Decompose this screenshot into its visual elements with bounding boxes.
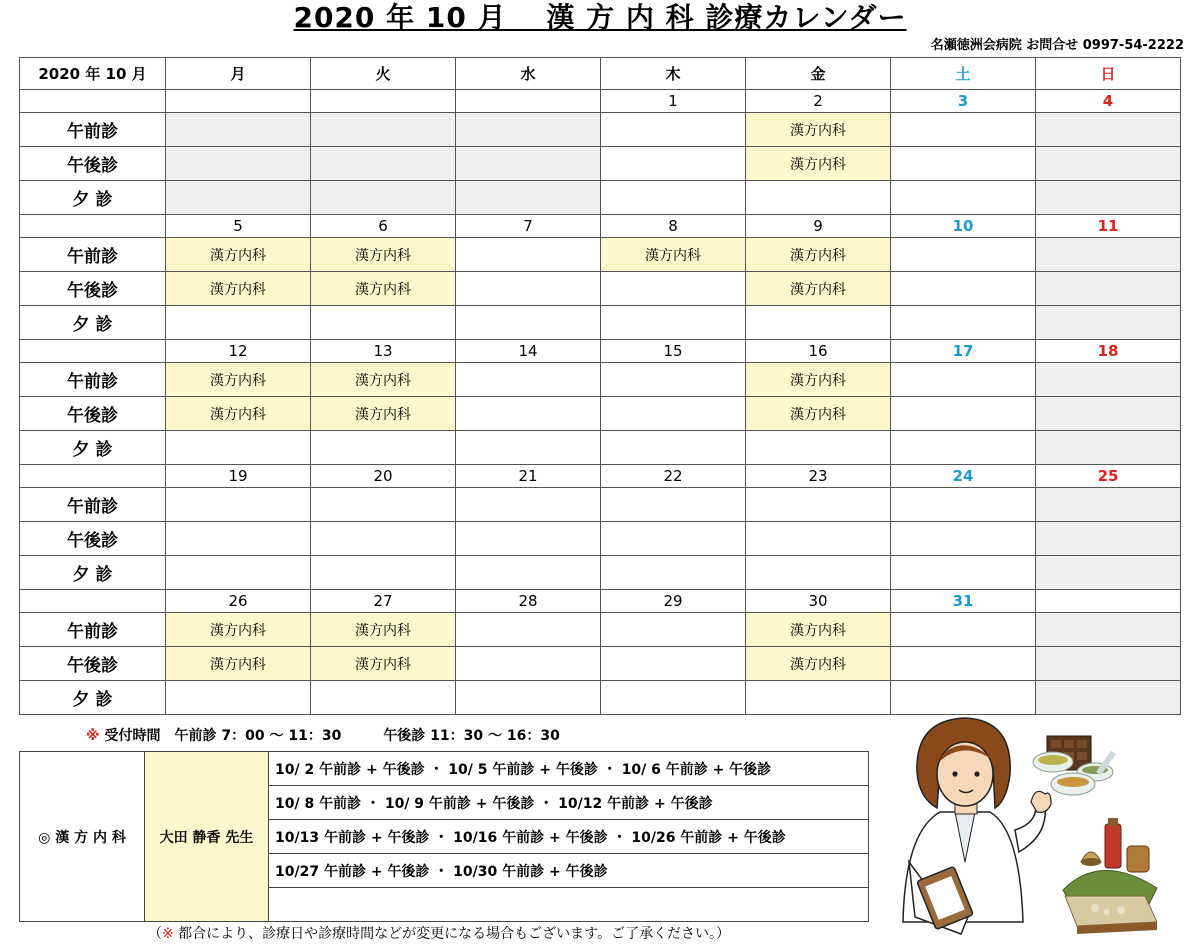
empty-session xyxy=(746,488,891,522)
session-label: 午後診 xyxy=(20,147,166,181)
empty-session xyxy=(166,431,311,465)
empty-session xyxy=(456,147,601,181)
session-label: 午前診 xyxy=(20,238,166,272)
clinic-session: 漢方内科 xyxy=(311,363,456,397)
session-row xyxy=(20,147,1181,181)
date-number: 19 xyxy=(166,465,311,488)
date-row xyxy=(20,90,1181,113)
date-number: 28 xyxy=(456,590,601,613)
empty-session xyxy=(456,488,601,522)
empty-session xyxy=(166,113,311,147)
empty-session xyxy=(746,556,891,590)
date-number: 2 xyxy=(746,90,891,113)
session-label: 午前診 xyxy=(20,488,166,522)
note-open-paren: （ xyxy=(148,926,162,942)
empty-session xyxy=(311,681,456,715)
empty-session xyxy=(166,306,311,340)
empty-session xyxy=(891,363,1036,397)
empty-session xyxy=(456,306,601,340)
session-label: 午前診 xyxy=(20,363,166,397)
date-number: 3 xyxy=(891,90,1036,113)
date-number xyxy=(1036,590,1181,613)
empty-session xyxy=(456,647,601,681)
session-label: 午後診 xyxy=(20,272,166,306)
clinic-session: 漢方内科 xyxy=(746,647,891,681)
date-number: 21 xyxy=(456,465,601,488)
empty-session xyxy=(601,272,746,306)
empty-session xyxy=(166,681,311,715)
empty-session xyxy=(311,181,456,215)
weekday-fri: 金 xyxy=(746,58,891,90)
herbs-and-book-illustration xyxy=(1063,818,1157,934)
schedule-line: 10/ 8 午前診 ・ 10/ 9 午前診 + 午後診 ・ 10/12 午前診 + 午後診 xyxy=(269,786,869,820)
session-label: 午前診 xyxy=(20,613,166,647)
session-label: 午前診 xyxy=(20,113,166,147)
empty-session xyxy=(456,522,601,556)
clinic-session: 漢方内科 xyxy=(311,397,456,431)
date-number: 13 xyxy=(311,340,456,363)
clinic-session: 漢方内科 xyxy=(166,272,311,306)
empty-session xyxy=(601,556,746,590)
date-number: 14 xyxy=(456,340,601,363)
weekday-thu: 木 xyxy=(601,58,746,90)
empty-session xyxy=(311,431,456,465)
empty-session xyxy=(166,522,311,556)
date-number: 4 xyxy=(1036,90,1181,113)
empty-session xyxy=(891,272,1036,306)
clinic-session: 漢方内科 xyxy=(166,363,311,397)
empty-session xyxy=(746,431,891,465)
empty-session xyxy=(891,147,1036,181)
weekday-tue: 火 xyxy=(311,58,456,90)
empty-session xyxy=(166,147,311,181)
date-number: 17 xyxy=(891,340,1036,363)
date-row xyxy=(20,465,1181,488)
empty-session xyxy=(1036,113,1181,147)
weekday-wed: 水 xyxy=(456,58,601,90)
note-mark: ※ xyxy=(162,926,174,942)
date-number xyxy=(166,90,311,113)
empty-session xyxy=(601,681,746,715)
date-number: 25 xyxy=(1036,465,1181,488)
empty-session xyxy=(311,522,456,556)
empty-session xyxy=(746,522,891,556)
reception-hours xyxy=(86,726,560,746)
clinic-session: 漢方内科 xyxy=(746,238,891,272)
clinic-session: 漢方内科 xyxy=(746,147,891,181)
empty-session xyxy=(891,522,1036,556)
hospital-contact: 名瀬徳洲会病院 お問合せ 0997-54-2222 xyxy=(930,38,1184,53)
doctor-figure xyxy=(903,718,1051,934)
date-number: 8 xyxy=(601,215,746,238)
empty-session xyxy=(166,181,311,215)
empty-session xyxy=(891,181,1036,215)
empty-session xyxy=(1036,647,1181,681)
empty-session xyxy=(891,397,1036,431)
empty-session xyxy=(456,113,601,147)
herbal-medicine-illustration xyxy=(1033,736,1116,795)
row-label-blank xyxy=(20,590,166,613)
empty-session xyxy=(166,556,311,590)
date-number: 30 xyxy=(746,590,891,613)
date-row xyxy=(20,215,1181,238)
calendar-body xyxy=(20,90,1181,715)
empty-session xyxy=(601,181,746,215)
empty-session xyxy=(601,147,746,181)
empty-session xyxy=(891,613,1036,647)
session-label: 午後診 xyxy=(20,397,166,431)
empty-session xyxy=(601,613,746,647)
session-row xyxy=(20,238,1181,272)
empty-session xyxy=(1036,181,1181,215)
reference-mark: ※ xyxy=(86,728,100,744)
empty-session xyxy=(1036,681,1181,715)
footer-note xyxy=(148,924,730,944)
morning-hours: 午前診 7：00 ～ 11：30 xyxy=(174,728,342,744)
date-number: 1 xyxy=(601,90,746,113)
date-number xyxy=(311,90,456,113)
empty-session xyxy=(601,488,746,522)
date-number: 9 xyxy=(746,215,891,238)
doctor-illustration xyxy=(895,712,1185,947)
empty-session xyxy=(891,681,1036,715)
note-text: 都合により、診療日や診療時間などが変更になる場合もございます。ご了承ください。） xyxy=(173,926,731,942)
clinic-session: 漢方内科 xyxy=(601,238,746,272)
row-label-blank xyxy=(20,465,166,488)
empty-session xyxy=(1036,306,1181,340)
empty-session xyxy=(456,431,601,465)
session-row xyxy=(20,363,1181,397)
date-number: 10 xyxy=(891,215,1036,238)
date-number: 29 xyxy=(601,590,746,613)
date-number: 18 xyxy=(1036,340,1181,363)
weekday-mon: 月 xyxy=(166,58,311,90)
doctor-schedule-table xyxy=(19,751,869,922)
session-row xyxy=(20,431,1181,465)
session-row xyxy=(20,613,1181,647)
date-number: 27 xyxy=(311,590,456,613)
date-number xyxy=(456,90,601,113)
clinic-session: 漢方内科 xyxy=(746,613,891,647)
empty-session xyxy=(456,272,601,306)
page-title: 2020 年 10 月 漢 方 内 科 診療カレンダー xyxy=(293,1,907,34)
empty-session xyxy=(746,181,891,215)
clinic-session: 漢方内科 xyxy=(311,272,456,306)
empty-session xyxy=(1036,363,1181,397)
session-row xyxy=(20,647,1181,681)
calendar-table xyxy=(19,57,1181,715)
empty-session xyxy=(601,397,746,431)
empty-session xyxy=(601,431,746,465)
session-row xyxy=(20,306,1181,340)
date-number: 31 xyxy=(891,590,1036,613)
empty-session xyxy=(1036,488,1181,522)
date-number: 12 xyxy=(166,340,311,363)
empty-session xyxy=(1036,522,1181,556)
date-number: 7 xyxy=(456,215,601,238)
empty-session xyxy=(311,556,456,590)
schedule-row xyxy=(20,752,869,786)
session-row xyxy=(20,556,1181,590)
empty-session xyxy=(311,113,456,147)
date-number: 26 xyxy=(166,590,311,613)
date-number: 6 xyxy=(311,215,456,238)
empty-session xyxy=(601,522,746,556)
schedule-line: 10/27 午前診 + 午後診 ・ 10/30 午前診 + 午後診 xyxy=(269,854,869,888)
date-number: 20 xyxy=(311,465,456,488)
clinic-session: 漢方内科 xyxy=(746,397,891,431)
clinic-session: 漢方内科 xyxy=(311,238,456,272)
session-label: 夕 診 xyxy=(20,306,166,340)
clinic-session: 漢方内科 xyxy=(311,613,456,647)
session-label: 夕 診 xyxy=(20,431,166,465)
date-number: 24 xyxy=(891,465,1036,488)
empty-session xyxy=(456,238,601,272)
row-label-blank xyxy=(20,90,166,113)
calendar-month-label: 2020 年 10 月 xyxy=(20,58,166,90)
clinic-session: 漢方内科 xyxy=(166,238,311,272)
calendar-header-row xyxy=(20,58,1181,90)
afternoon-hours: 午後診 11：30 ～ 16：30 xyxy=(383,728,560,744)
session-row xyxy=(20,113,1181,147)
empty-session xyxy=(891,113,1036,147)
empty-session xyxy=(601,647,746,681)
date-number: 15 xyxy=(601,340,746,363)
date-number: 16 xyxy=(746,340,891,363)
empty-session xyxy=(601,306,746,340)
clinic-session: 漢方内科 xyxy=(166,647,311,681)
empty-session xyxy=(456,681,601,715)
date-row xyxy=(20,340,1181,363)
row-label-blank xyxy=(20,215,166,238)
empty-session xyxy=(1036,272,1181,306)
clinic-session: 漢方内科 xyxy=(746,272,891,306)
session-row xyxy=(20,397,1181,431)
empty-session xyxy=(746,681,891,715)
date-number: 23 xyxy=(746,465,891,488)
empty-session xyxy=(456,613,601,647)
clinic-session: 漢方内科 xyxy=(166,397,311,431)
empty-session xyxy=(891,238,1036,272)
empty-session xyxy=(891,647,1036,681)
session-label: 夕 診 xyxy=(20,181,166,215)
date-number: 22 xyxy=(601,465,746,488)
session-row xyxy=(20,681,1181,715)
empty-session xyxy=(1036,397,1181,431)
doctor-name: 大田 静香 先生 xyxy=(145,752,269,922)
clinic-session: 漢方内科 xyxy=(166,613,311,647)
empty-session xyxy=(311,147,456,181)
empty-session xyxy=(456,181,601,215)
date-row xyxy=(20,590,1181,613)
weekday-sun: 日 xyxy=(1036,58,1181,90)
empty-session xyxy=(1036,147,1181,181)
clinic-session: 漢方内科 xyxy=(746,113,891,147)
empty-session xyxy=(891,488,1036,522)
empty-session xyxy=(1036,431,1181,465)
session-row xyxy=(20,272,1181,306)
empty-session xyxy=(601,363,746,397)
session-row xyxy=(20,522,1181,556)
session-label: 夕 診 xyxy=(20,556,166,590)
empty-session xyxy=(1036,238,1181,272)
clinic-session: 漢方内科 xyxy=(746,363,891,397)
empty-session xyxy=(1036,556,1181,590)
empty-session xyxy=(456,397,601,431)
session-row xyxy=(20,181,1181,215)
empty-session xyxy=(891,556,1036,590)
empty-session xyxy=(456,556,601,590)
date-number: 5 xyxy=(166,215,311,238)
empty-session xyxy=(1036,613,1181,647)
reception-hours-label: 受付時間 xyxy=(104,728,161,744)
session-row xyxy=(20,488,1181,522)
empty-session xyxy=(166,488,311,522)
empty-session xyxy=(311,488,456,522)
empty-session xyxy=(601,113,746,147)
empty-session xyxy=(746,306,891,340)
clinic-session: 漢方内科 xyxy=(311,647,456,681)
empty-session xyxy=(891,431,1036,465)
weekday-sat: 土 xyxy=(891,58,1036,90)
session-label: 夕 診 xyxy=(20,681,166,715)
schedule-department: ◎ 漢 方 内 科 xyxy=(20,752,145,922)
empty-session xyxy=(456,363,601,397)
row-label-blank xyxy=(20,340,166,363)
schedule-line xyxy=(269,888,869,922)
schedule-line: 10/ 2 午前診 + 午後診 ・ 10/ 5 午前診 + 午後診 ・ 10/ 6 午前診 + 午後診 xyxy=(269,752,869,786)
session-label: 午後診 xyxy=(20,522,166,556)
session-label: 午後診 xyxy=(20,647,166,681)
empty-session xyxy=(891,306,1036,340)
date-number: 11 xyxy=(1036,215,1181,238)
empty-session xyxy=(311,306,456,340)
schedule-line: 10/13 午前診 + 午後診 ・ 10/16 午前診 + 午後診 ・ 10/26 午前診 + 午後診 xyxy=(269,820,869,854)
